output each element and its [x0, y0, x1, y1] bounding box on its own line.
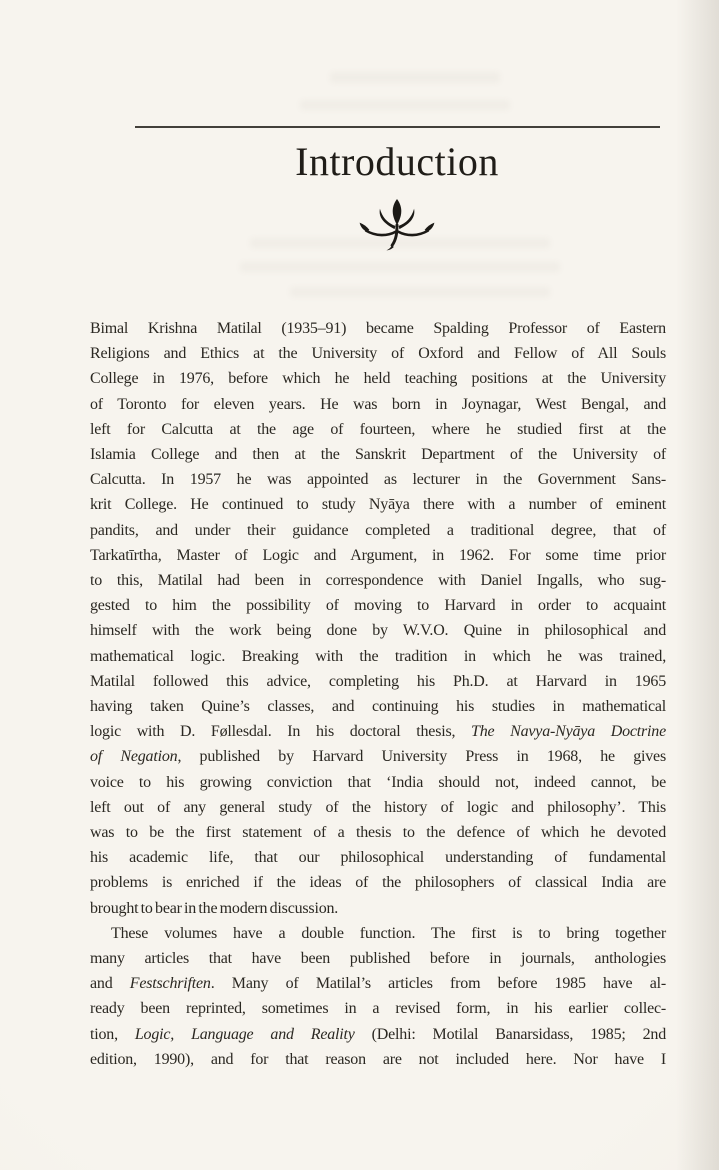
text-line — [90, 467, 666, 492]
chapter-head-rule — [135, 126, 660, 128]
text-segment: of Toronto for eleven years. He was born in Joynagar, West Bengal, and — [90, 395, 666, 413]
italic-text-segment: of Negation — [90, 748, 178, 766]
text-segment: Tarkatīrtha, Master of Logic and Argument, in 1962. For some time prior — [90, 546, 666, 564]
text-segment: These volumes have a double function. The first is to bring together — [111, 924, 666, 942]
text-segment: Islamia College and then at the Sanskrit Department of the University of — [90, 446, 666, 464]
text-segment: brought to bear in the modern discussion. — [90, 899, 339, 917]
text-segment: to this, Matilal had been in correspondence with Daniel Ingalls, who sug- — [90, 572, 666, 590]
text-segment: left out of any general study of the history of logic and philosophy’. This — [90, 798, 666, 816]
text-segment: krit College. He continued to study Nyāya there with a number of eminent — [90, 496, 666, 514]
text-line — [90, 316, 666, 341]
text-segment: problems is enriched if the ideas of the philosophers of classical India are — [90, 874, 666, 892]
text-line — [90, 694, 666, 719]
text-segment: voice to his growing conviction that ‘India should not, indeed cannot, be — [90, 773, 666, 791]
italic-text-segment: Logic, Language and Reality — [134, 1025, 355, 1043]
text-segment: himself with the work being done by W.V.O. Quine in philosophical and — [90, 622, 666, 640]
text-line — [90, 946, 666, 971]
show-through-ghost — [330, 72, 500, 83]
text-line — [90, 1022, 666, 1047]
show-through-ghost — [300, 100, 510, 110]
italic-text-segment: The Navya-Nyāya Doctrine — [471, 723, 666, 741]
italic-text-segment: Festschriften — [129, 975, 211, 993]
text-segment: pandits, and under their guidance completed a traditional degree, that of — [90, 521, 666, 539]
text-segment: left for Calcutta at the age of fourteen, where he studied first at the — [90, 420, 666, 438]
text-segment: logic with D. Føllesdal. In his doctoral thesis, — [90, 723, 472, 741]
text-segment: . Many of Matilal’s articles from before 1985 have al- — [210, 975, 666, 993]
text-segment: many articles that have been published before in journals, anthologies — [90, 950, 666, 968]
text-line — [90, 518, 666, 543]
text-line — [90, 492, 666, 517]
text-segment: having taken Quine’s classes, and continuing his studies in mathematical — [90, 698, 666, 716]
text-line — [90, 1047, 666, 1072]
text-segment: tion, — [90, 1025, 135, 1043]
show-through-ghost — [240, 262, 560, 272]
text-line — [90, 568, 666, 593]
leaf-ornament-icon — [358, 198, 436, 252]
text-segment: Religions and Ethics at the University of Oxford and Fellow of All Souls — [90, 345, 666, 363]
show-through-ghost — [290, 287, 550, 297]
text-line — [90, 820, 666, 845]
text-segment: Calcutta. In 1957 he was appointed as lecturer in the Government Sans- — [90, 471, 666, 489]
text-line — [90, 618, 666, 643]
text-segment: mathematical logic. Breaking with the tradition in which he was trained, — [90, 647, 666, 665]
text-segment: , published by Harvard University Press in 1968, he gives — [177, 748, 666, 766]
text-line — [90, 644, 666, 669]
text-segment: ready been reprinted, sometimes in a revised form, in his earlier collec- — [90, 1000, 666, 1018]
text-line — [90, 971, 666, 996]
text-line — [90, 870, 666, 895]
text-segment: was to be the first statement of a thesis to the defence of which he devoted — [90, 824, 666, 842]
paragraph — [90, 921, 666, 1072]
paragraph — [90, 316, 666, 921]
text-segment: edition, 1990), and for that reason are not included here. Nor have I — [90, 1050, 666, 1068]
text-line — [90, 795, 666, 820]
text-line — [90, 896, 666, 921]
text-line — [90, 921, 666, 946]
fleuron-ornament — [75, 198, 719, 257]
text-line — [90, 341, 666, 366]
text-segment: (Delhi: Motilal Banarsidass, 1985; 2nd — [354, 1025, 666, 1043]
text-segment: his academic life, that our philosophical understanding of fundamental — [90, 849, 666, 867]
text-line — [90, 845, 666, 870]
text-segment: Matilal followed this advice, completing his Ph.D. at Harvard in 1965 — [90, 672, 666, 690]
text-line — [90, 744, 666, 769]
text-line — [90, 669, 666, 694]
text-line — [90, 392, 666, 417]
text-segment: and — [90, 975, 130, 993]
text-line — [90, 770, 666, 795]
text-segment: gested to him the possibility of moving to Harvard in order to acquaint — [90, 597, 666, 615]
text-line — [90, 719, 666, 744]
text-line — [90, 442, 666, 467]
text-line — [90, 417, 666, 442]
text-line — [90, 593, 666, 618]
text-line — [90, 366, 666, 391]
text-line — [90, 996, 666, 1021]
page-title: Introduction — [295, 139, 499, 184]
body-text — [90, 316, 666, 1072]
text-segment: College in 1976, before which he held teaching positions at the University — [90, 370, 666, 388]
text-line — [90, 543, 666, 568]
text-segment: Bimal Krishna Matilal (1935–91) became Spalding Professor of Eastern — [90, 320, 666, 337]
